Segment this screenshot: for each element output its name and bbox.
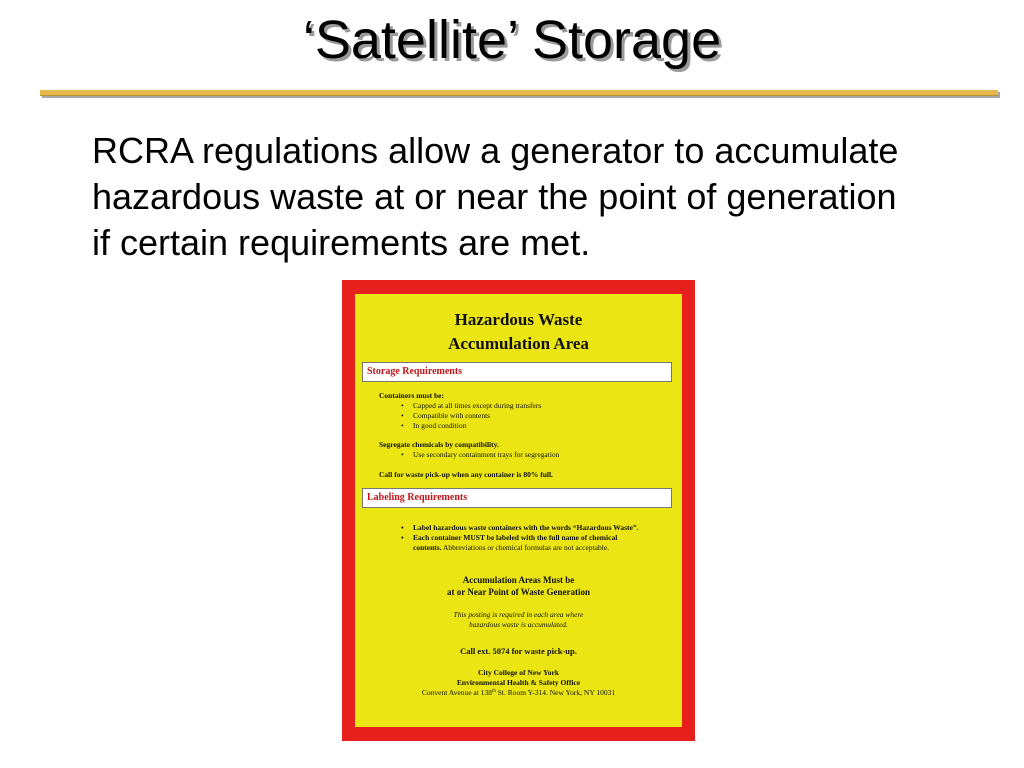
poster-inner-panel — [355, 294, 682, 727]
accumulation-line-2: at or Near Point of Waste Generation — [447, 587, 590, 597]
org-address — [355, 688, 682, 698]
accumulation-line-1: Accumulation Areas Must be — [462, 575, 575, 585]
title-underline — [40, 90, 998, 96]
hazardous-waste-poster — [342, 280, 695, 741]
storage-requirements-header: Storage Requirements — [362, 362, 672, 382]
org-line-2: Environmental Health & Safety Office — [456, 678, 581, 687]
slide-title: ‘Satellite’ Storage — [302, 10, 722, 70]
body-paragraph — [92, 128, 1002, 266]
labeling-bullet-1: • Label hazardous waste containers with the words “Hazardous Waste”. — [413, 523, 639, 533]
labeling-abbrev-note: Abbreviations or chemical formulas are not acceptable. — [441, 543, 609, 552]
org-line-1: City College of New York — [478, 668, 559, 677]
labeling-bullet-2-cont — [413, 543, 609, 553]
labeling-bullet-2: • Each container MUST be labeled with the full name of chemical — [413, 533, 617, 543]
segregate-bullet: • Use secondary containment trays for segregation — [413, 450, 559, 460]
address-sup: th — [491, 689, 496, 694]
posting-note-line-2: hazardous waste is accumulated. — [469, 620, 568, 629]
body-line-1: RCRA regulations allow a generator to accumulate — [92, 130, 899, 171]
poster-heading-line-1: Hazardous Waste — [454, 310, 583, 329]
container-bullet-3: • In good condition — [413, 421, 466, 431]
address-pre: Convent Avenue at 138 — [421, 688, 492, 697]
body-line-2: hazardous waste at or near the point of generation — [92, 176, 897, 217]
segregate-intro: Segregate chemicals by compatibility. — [379, 440, 499, 449]
poster-heading — [355, 308, 682, 356]
labeling-requirements-header: Labeling Requirements — [362, 488, 672, 508]
container-bullet-2: • Compatible with contents — [413, 411, 490, 421]
call-ext-note: Call ext. 5074 for waste pick-up. — [460, 646, 577, 656]
address-post: St. Room Y-314. New York, NY 10031 — [495, 688, 616, 697]
container-bullet-1: • Capped at all times except during transfers — [413, 401, 541, 411]
posting-note-line-1: This posting is required in each area where — [453, 610, 584, 619]
pickup-note: Call for waste pick-up when any container is 80% full. — [379, 470, 553, 479]
poster-heading-line-2: Accumulation Area — [448, 334, 589, 353]
containers-intro: Containers must be: — [379, 391, 444, 400]
body-line-3: if certain requirements are met. — [92, 222, 591, 263]
labeling-contents-word: contents. — [413, 543, 442, 552]
